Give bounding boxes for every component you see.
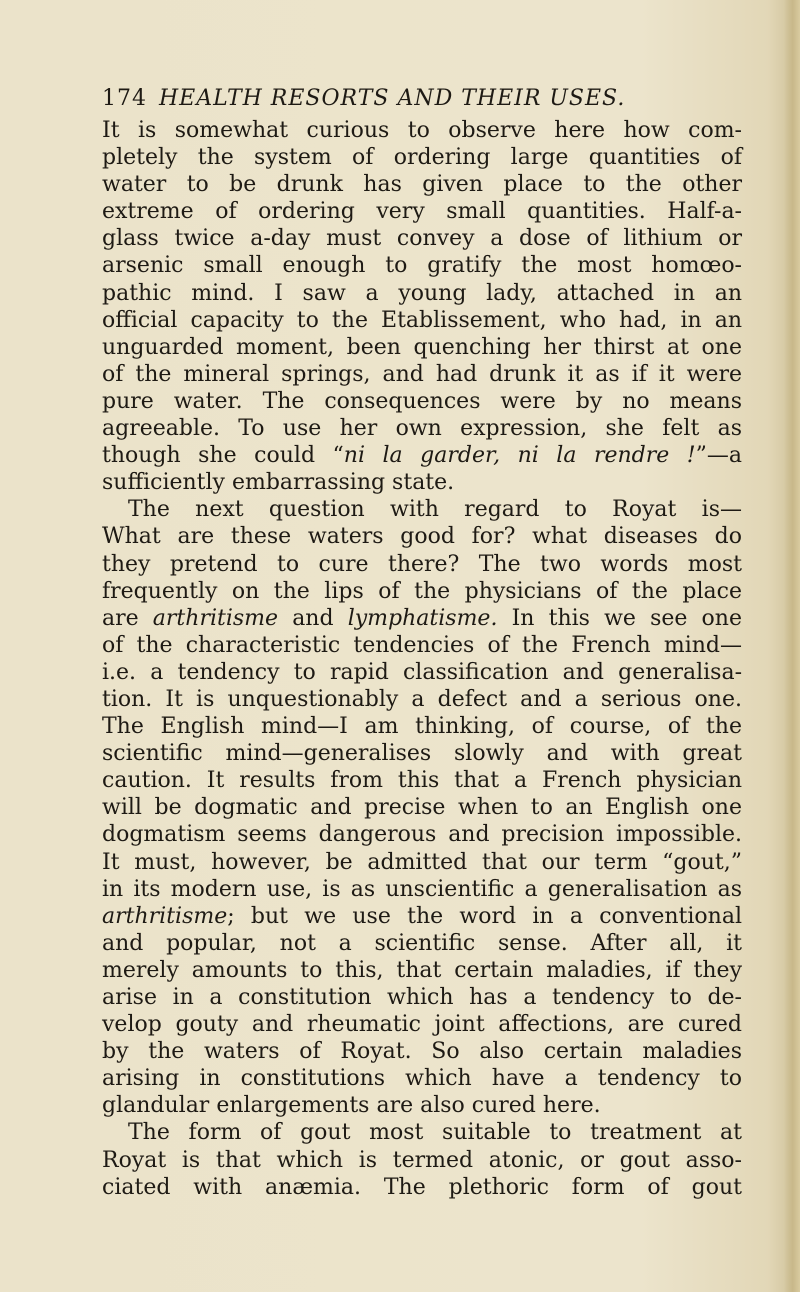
page-header (102, 86, 625, 111)
text-span: ”—a (695, 443, 742, 469)
text-line: scientific mind—generalises slowly and with great (102, 741, 742, 767)
text-line: agreeable. To use her own expression, she felt as (102, 416, 742, 442)
text-line: It is somewhat curious to observe here how com- (102, 118, 742, 143)
paragraph-3 (102, 1119, 742, 1200)
text-span: ; but we use the word in a conventional (227, 903, 742, 929)
text-line (102, 442, 742, 469)
text-line: pathic mind. I saw a young lady, attached in an (102, 280, 742, 306)
text-line: arise in a constitution which has a tendency to de- (102, 985, 742, 1010)
text-line: velop gouty and rheumatic joint affections, are cured (102, 1012, 742, 1038)
italic-term: arthritisme (152, 605, 279, 631)
text-span: and (278, 605, 348, 631)
body-text (102, 117, 742, 1201)
text-line: extreme of ordering very small quantities. Half-a- (102, 199, 742, 225)
text-line: of the characteristic tendencies of the French mind— (102, 632, 742, 658)
text-line: frequently on the lips of the physicians of the place (102, 578, 742, 604)
page-edge-shadow (784, 0, 800, 1292)
text-line: What are these waters good for? what diseases do (102, 524, 742, 550)
text-line: pletely the system of ordering large quantities of (102, 145, 742, 171)
text-line: arising in constitutions which have a tendency to (102, 1066, 742, 1092)
text-line: tion. It is unquestionably a defect and a serious one. (102, 686, 742, 712)
text-line: ciated with anæmia. The plethoric form of gout (102, 1174, 742, 1200)
text-line: merely amounts to this, that certain maladies, if they (102, 957, 742, 983)
text-line: It must, however, be admitted that our term “gout,” (102, 849, 742, 875)
text-line: in its modern use, is as unscientific a generalisation as (102, 876, 742, 902)
text-line: glandular enlargements are also cured here. (102, 1093, 601, 1119)
page-number: 174 (102, 86, 147, 111)
text-line: arsenic small enough to gratify the most homœo- (102, 253, 742, 279)
text-span: In this we see one (497, 605, 742, 631)
text-line: dogmatism seems dangerous and precision impossible. (102, 822, 742, 848)
text-line: unguarded moment, been quenching her thirst at one (102, 334, 742, 360)
text-line: they pretend to cure there? The two words most (102, 551, 742, 577)
text-line (102, 605, 742, 632)
text-line: pure water. The consequences were by no means (102, 388, 742, 414)
text-line (102, 903, 742, 930)
text-line: sufficiently embarrassing state. (102, 470, 455, 496)
italic-phrase: ni la garder, ni la rendre ! (343, 443, 696, 469)
text-line: caution. It results from this that a French physician (102, 768, 742, 794)
text-line: Royat is that which is termed atonic, or gout asso- (102, 1147, 742, 1173)
italic-term: arthritisme (102, 903, 228, 929)
text-line: and popular, not a scientific sense. After all, it (102, 930, 742, 956)
running-title: HEALTH RESORTS AND THEIR USES. (159, 86, 626, 111)
paragraph-1 (102, 117, 742, 496)
text-line: by the waters of Royat. So also certain maladies (102, 1039, 742, 1065)
paragraph-2 (102, 496, 742, 1119)
text-span: though she could “ (102, 443, 344, 469)
text-line: glass twice a-day must convey a dose of lithium or (102, 226, 742, 252)
text-line: water to be drunk has given place to the other (102, 172, 742, 198)
text-line: The English mind—I am thinking, of course, of the (102, 714, 742, 740)
text-line: official capacity to the Etablissement, who had, in an (102, 307, 742, 333)
text-line: The next question with regard to Royat is— (128, 497, 742, 523)
text-line: i.e. a tendency to rapid classification and generalisa- (102, 659, 742, 685)
text-line: will be dogmatic and precise when to an English one (102, 795, 742, 821)
italic-term: lymphatisme. (347, 605, 498, 631)
text-line: of the mineral springs, and had drunk it as if it were (102, 361, 742, 387)
text-line: The form of gout most suitable to treatment at (128, 1120, 742, 1146)
text-span: are (102, 605, 153, 631)
